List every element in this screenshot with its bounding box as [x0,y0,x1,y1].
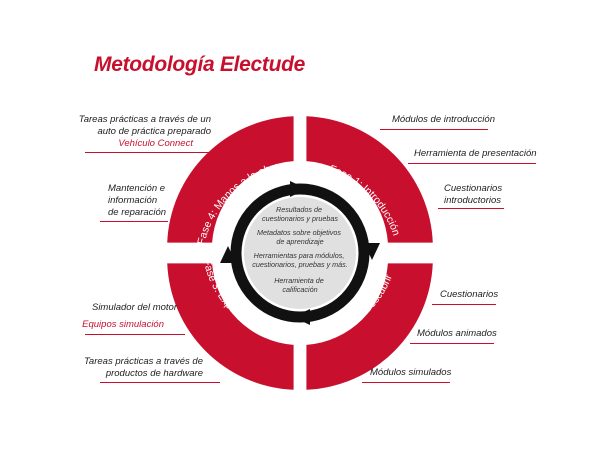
center-item-tools: Herramientas para módulos, cuestionarios, pruebas y más. [252,251,348,269]
label-cuestionarios-introductorios: Cuestionarios introductorios [444,183,503,206]
underline-herramienta-presentacion [408,163,536,164]
underline-equipos [85,334,185,335]
phase-3-label: Fase 3: Experimentación [200,258,283,341]
label-herramienta-presentacion: Herramienta de presentación [414,148,537,159]
center-item-results: Resultados de cuestionarios y pruebas [262,205,338,223]
underline-cuestionarios-introductorios [438,208,504,209]
phase-4-label: Fase 4: Manos a la obra [195,160,281,246]
label-equipos-simulacion: Equipos simulación [82,319,164,330]
label-cuestionarios: Cuestionarios [440,289,499,300]
label-mantencion: Mantención e información de reparación [108,183,167,218]
label-modulos-animados: Módulos animados [417,328,497,339]
center-item-metadata: Metadatos sobre objetivos de aprendizaje [257,228,341,246]
underline-vehiculo-connect [85,152,227,153]
page-title: Metodología Electude [94,53,306,76]
label-simulador: Simulador del motor [91,302,177,313]
underline-mantencion [100,221,168,222]
label-modulos-introduccion: Módulos de introducción [392,114,495,125]
underline-modulos-introduccion [380,129,488,130]
underline-modulos-animados [410,343,494,344]
underline-tareas-hardware [100,382,220,383]
label-tareas-auto: Tareas prácticas a través de un auto de práctica preparado [78,114,211,137]
label-vehiculo-connect: Vehículo Connect [118,138,193,149]
underline-modulos-simulados [362,382,450,383]
underline-cuestionarios [432,304,496,305]
phase-1-label: Fase 1: Introducción [327,162,403,238]
label-modulos-simulados: Módulos simulados [370,367,452,378]
label-tareas-hardware: Tareas prácticas a través de productos de hardware [84,356,203,379]
center-item-grading: Herramienta de calificación [274,276,324,294]
phase-2-label: Fase 2: Descubrir [331,272,395,336]
